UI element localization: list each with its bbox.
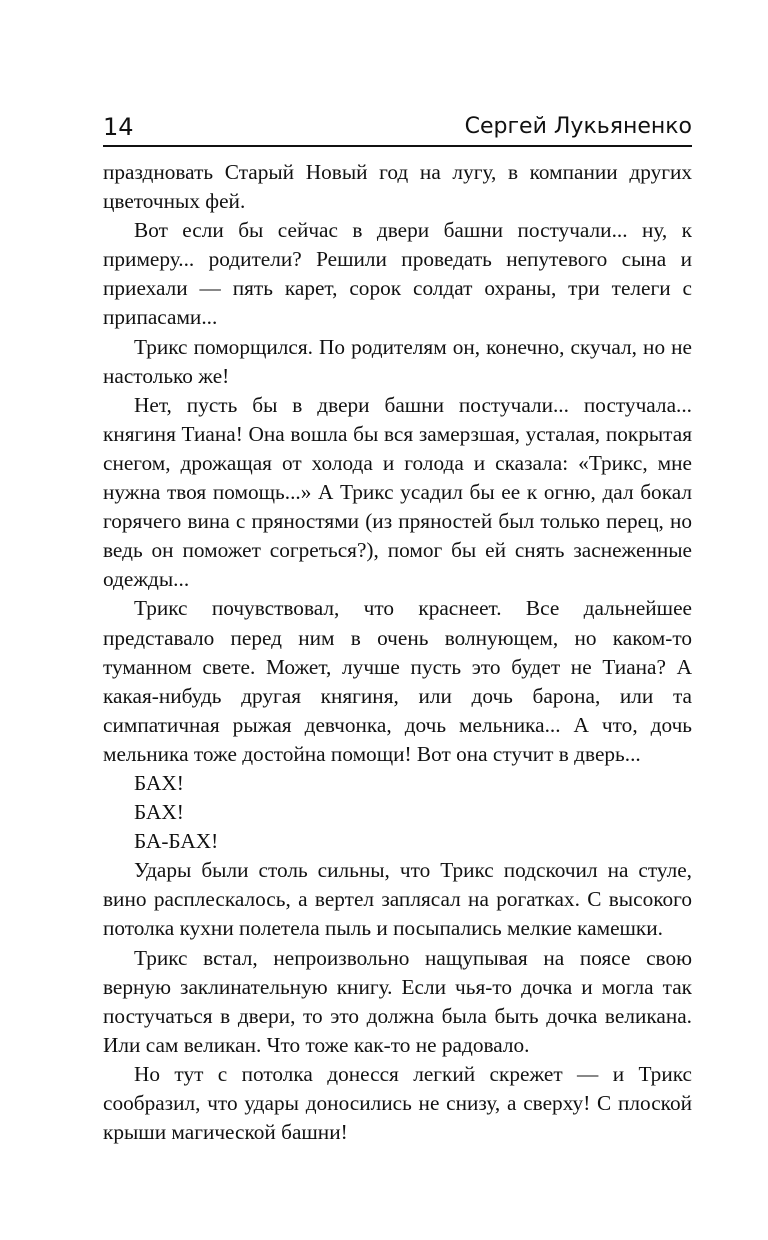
author-running-head: Сергей Лукьяненко [464, 114, 692, 139]
header-rule [103, 145, 692, 147]
body-text [103, 158, 692, 1147]
paragraph: БАХ! [134, 800, 184, 825]
paragraph: Трикс почувствовал, что краснеет. Все дальнейшее представало перед ним в очень волнующем, но каком-то туманном свете. Может, лучше пусть это будет не Тиана? А какая-нибудь другая княгиня, или дочь барона, или та симпатичная рыжая девчонка, дочь мельника... А что, дочь мельника тоже достойна помощи! Вот она стучит в дверь... [103, 596, 692, 766]
paragraph: Трикс встал, непроизвольно нащупывая на поясе свою верную заклинательную книгу. Если чья-то дочка и могла так постучаться в двери, то это должна была быть дочка великана. Или сам великан. Что тоже как-то не радовало. [103, 945, 692, 1057]
paragraph: Трикс поморщился. По родителям он, конечно, скучал, но не настолько же! [103, 334, 692, 388]
page-number: 14 [103, 113, 134, 141]
paragraph: БАХ! [134, 770, 184, 795]
page-header [103, 112, 692, 144]
paragraph: Но тут с потолка донесся легкий скрежет — и Трикс сообразил, что удары доносились не снизу, а сверху! С плоской крыши магической башни! [103, 1061, 692, 1145]
paragraph: Нет, пусть бы в двери башни постучали... постучала... княгиня Тиана! Она вошла бы вся замерзшая, усталая, покрытая снегом, дрожащая от холода и голода и сказала: «Трикс, мне нужна твоя помощь...» А Трикс усадил бы ее к огню, дал бокал горячего вина с пряностями (из пряностей был только перец, но ведь он поможет согреться?), помог бы ей снять заснеженные одежды... [103, 392, 692, 592]
paragraph-continuation: праздновать Старый Новый год на лугу, в компании других цветочных фей. [103, 160, 692, 214]
paragraph: БА-БАХ! [134, 829, 219, 854]
paragraph: Удары были столь сильны, что Трикс подскочил на стуле, вино расплескалось, а вертел заплясал на рогатках. С высокого потолка кухни полетела пыль и посыпались мелкие камешки. [103, 858, 692, 941]
paragraph: Вот если бы сейчас в двери башни постучали... ну, к примеру... родители? Решили проведать непутевого сына и приехали — пять карет, сорок солдат охраны, три телеги с припасами... [103, 218, 692, 330]
